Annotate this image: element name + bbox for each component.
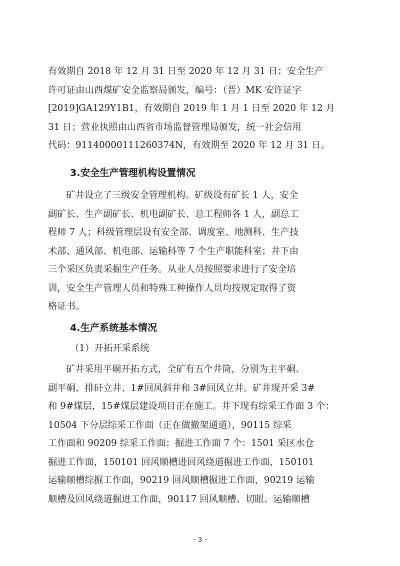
text-line: 副平硐、排矸立井、1#回风斜井和 3#回风立井。矿井现开采 3#	[48, 382, 315, 394]
section-heading-production-system: 4.生产系统基本情况	[70, 323, 158, 334]
text-line: 工作面和 90209 综采工作面；掘进工作面 7 个：1501 采区水仓	[48, 438, 314, 449]
text-line: 副矿长、生产副矿长、机电副矿长、总工程师各 1 人，副总工	[48, 208, 299, 220]
paragraph-safety-management	[48, 187, 353, 317]
page-number: - 3 -	[193, 536, 207, 544]
text-line: 10504 下分层综采工作面（正在做撤架通道），90115 综采	[48, 419, 292, 431]
text-line: 有效期自 2018 年 12 月 31 日至 2020 年 12 月 31 日；安全生产	[48, 66, 324, 77]
text-line: 掘进工作面，150101 回风顺槽进回风绕道掘进工作面，150101	[48, 456, 315, 468]
text-line: 格证书。	[48, 301, 85, 312]
text-line: 训，安全生产管理人员和特殊工种操作人员均按规定取得了资	[48, 282, 297, 294]
text-line: 三个采区负责采掘生产任务。从业人员按照要求进行了安全培	[48, 264, 297, 275]
text-line: 和 9#煤层，15#煤层建设项目正在施工。井下现有综采工作面 3 个：	[48, 401, 335, 412]
text-line: 运输顺槽综掘工作面，90219 回风顺槽掘进工作面，90219 运输	[48, 475, 315, 486]
text-line: 矿井采用平硐开拓方式，全矿有五个井筒，分别为主平硐、	[66, 364, 305, 375]
paragraph-license-validity	[48, 63, 353, 156]
text-line: 矿井设立了三级安全管理机构。矿级设有矿长 1 人，安全	[66, 190, 299, 201]
text-line: 顺槽及回风绕道掘进工作面，90117 回风顺槽、切眼、运输顺槽	[48, 493, 310, 505]
subsection-heading-development-system: （1）开拓开采系统	[70, 343, 150, 354]
text-line: 代码：91140000111260374N，有效期至 2020 年 12 月 31 日。	[48, 140, 330, 151]
paragraph-development-system	[48, 361, 353, 509]
text-line: 术部、通风部、机电部、运输科等 7 个生产职能科室；井下由	[48, 245, 299, 257]
text-line: [2019]GA129Y1B1，有效期自 2019 年 1 月 1 日至 2020 年 12 月	[48, 103, 335, 114]
text-line: 31 日；营业执照由山西省市场监督管理局颁发，统一社会信用	[48, 121, 302, 133]
section-heading-safety-management: 3.安全生产管理机构设置情况	[70, 168, 196, 179]
text-line: 程师 7 人；科级管理层设有安全部、调度室、地测科、生产技	[48, 227, 299, 238]
text-line: 许可证由山西煤矿安全监察局颁发，编号：（晋）MK 安许证字	[48, 84, 302, 96]
